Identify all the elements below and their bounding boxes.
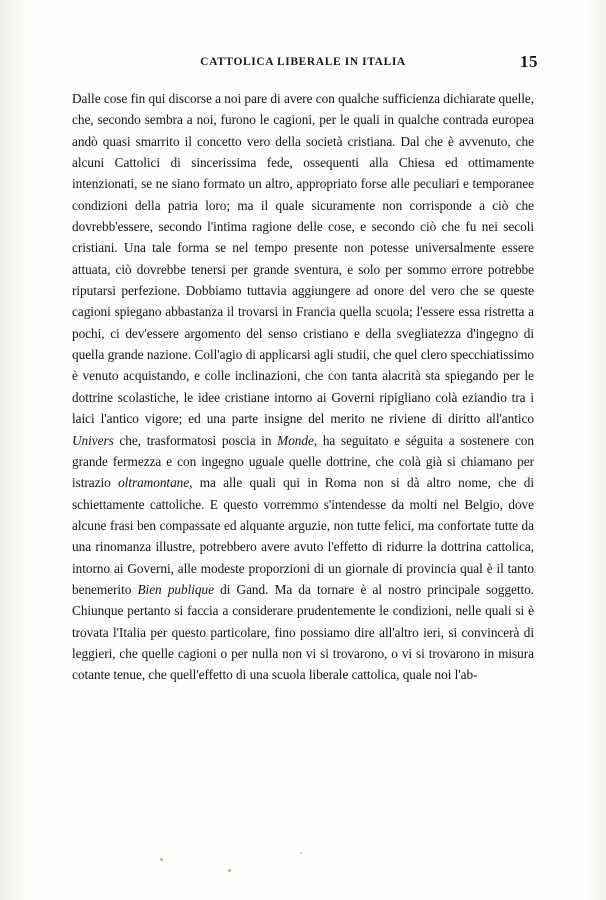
page-content-area [72,52,538,686]
italic-phrase: oltramontane [118,475,190,491]
paper-speck [228,869,231,872]
italic-phrase: Monde [277,432,314,448]
paper-speck [160,858,163,861]
right-edge-shading [586,0,606,900]
running-title: CATTOLICA LIBERALE IN ITALIA [200,56,406,68]
page-number: 15 [520,52,538,71]
paper-speck [300,852,302,854]
italic-phrase: Univers [72,432,114,448]
running-header [72,52,538,78]
body-text: Dalle cose fin qui discorse a noi pare di avere con qualche sufficienza dichiarate quelle, che, secondo sembra a noi, furono le cagioni, per le quali in qualche contrada europea andò quasi smarrito il concetto vero della società cristiana. Dal che è avvenuto, che alcuni Cattolici di sincerissima fede, ossequenti alla Chiesa ed ottimamente intenzionati, se ne siano formato un altro, appropriato forse alle peculiari e temporanee condizioni della patria loro; ma il quale sicuramente non corrisponde a ciò che dovrebb'essere, secondo l'intima ragione delle cose, e secondo ciò che fu nei secoli cristiani. Una tale forma se nel tempo presente non potesse universalmente essere attuata, ciò dovrebbe tenersi per grande sventura, e solo per sommo errore potrebbe riputarsi perfezione. Dobbiamo tuttavia aggiungere ad onore del vero che se queste cagioni spiegano abbastanza il trovarsi in Francia quella scuola; l'essere essa ristretta a pochi, ci dev'essere argomento del senso cristiano e della svegliatezza d'ingegno di quella grande nazione. Coll'agio di applicarsi agli studii, che quel clero specchiatissimo è venuto acquistando, e colle inclinazioni, che con tanta alacrità sta spiegando per le dottrine scolastiche, le idee cristiane intorno ai Governi ripigliano colà eziandio tra i laici l'antico vigore; ed una parte insigne del merito ne riviene di diritto all'antico Univers che, trasformatosi poscia in Monde, ha seguitato e séguita a sostenere con grande fermezza e con ingegno uguale quelle dottrine, che colà già si chiamano per istrazio oltramontane, ma alle quali qui in Roma non si dà altro nome, che di schiettamente cattoliche. E questo vorremmo s'intendesse da molti nel Belgio, dove alcune frasi ben compassate ed alquante arguzie, non tutte felici, ma confortate tutte da una rinomanza illustre, potrebbero avere avuto l'effetto di ridurre la dottrina cattolica, intorno ai Governi, alle modeste proporzioni di un giornale di provincia qual è il tanto benemerito Bien publique di Gand. Ma da tornare è al nostro principale soggetto. Chiunque pertanto si faccia a considerare prudentemente le condizioni, nelle quali si è trovata l'Italia per questo particolare, fino possiamo dire all'altro ieri, si convincerà di leggieri, che quelle cagioni o per nulla non vi si trovarono, o vi si trovarono in misura cotante tenue, che quell'effetto di una scuola liberale cattolica, quale noi l'ab- [72,91,535,683]
italic-phrase: Bien publique [137,581,214,597]
left-edge-shading [0,0,26,900]
